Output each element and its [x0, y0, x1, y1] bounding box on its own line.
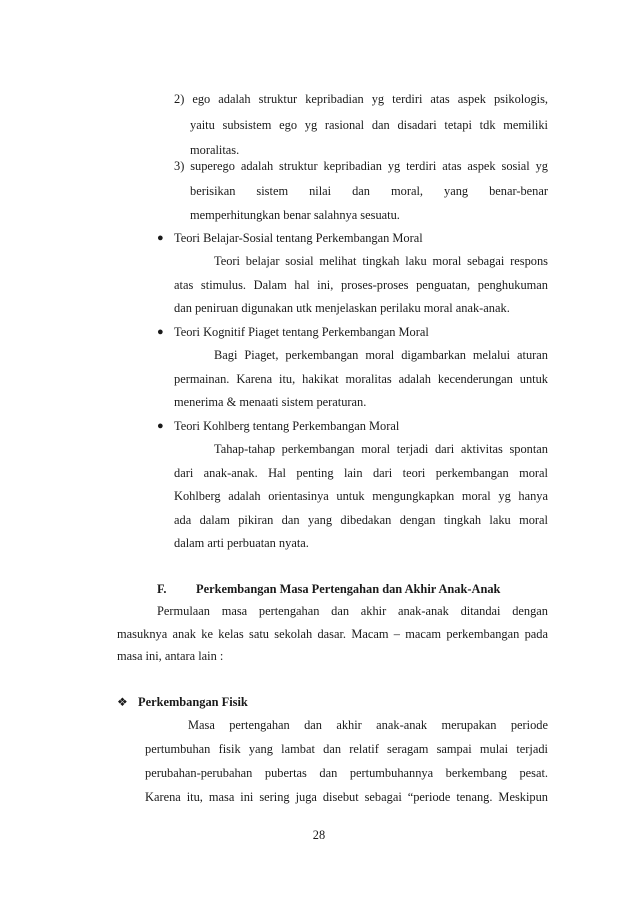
- ego-line-1: 2) ego adalah struktur kepribadian yg terdiri atas aspek psikologis,: [174, 92, 548, 106]
- bullet-1-line-3: dan peniruan digunakan utk menjelaskan perilaku moral anak-anak.: [174, 301, 510, 315]
- fisik-title: Perkembangan Fisik: [138, 695, 248, 709]
- superego-line-3: memperhitungkan benar salahnya sesuatu.: [190, 208, 400, 222]
- bullet-3-icon: ●: [157, 420, 164, 432]
- bullet-3-line-3: Kohlberg adalah orientasinya untuk mengungkapkan moral yg hanya: [174, 489, 548, 503]
- section-f-line-3: masa ini, antara lain :: [117, 649, 224, 663]
- bullet-1-line-2: atas stimulus. Dalam hal ini, proses-proses penguatan, penghukuman: [174, 278, 548, 292]
- bullet-2-line-3: menerima & menaati sistem peraturan.: [174, 395, 367, 409]
- bullet-3-line-1: Tahap-tahap perkembangan moral terjadi dari aktivitas spontan: [214, 442, 548, 456]
- bullet-2-title: Teori Kognitif Piaget tentang Perkembangan Moral: [174, 325, 429, 339]
- section-f-title: Perkembangan Masa Pertengahan dan Akhir Anak-Anak: [196, 582, 501, 596]
- bullet-1-title: Teori Belajar-Sosial tentang Perkembangan Moral: [174, 231, 423, 245]
- bullet-2-line-2: permainan. Karena itu, hakikat moralitas adalah kecenderungan untuk: [174, 372, 548, 386]
- bullet-3-line-5: dalam arti perbuatan nyata.: [174, 536, 309, 550]
- fisik-line-2: pertumbuhan fisik yang lambat dan relatif seragam sampai mulai terjadi: [145, 742, 548, 756]
- fisik-line-4: Karena itu, masa ini sering juga disebut sebagai “periode tenang. Meskipun: [145, 790, 548, 804]
- section-f-line-1: Permulaan masa pertengahan dan akhir anak-anak ditandai dengan: [157, 604, 548, 618]
- bullet-3-title: Teori Kohlberg tentang Perkembangan Moral: [174, 419, 400, 433]
- page-number: 28: [312, 828, 326, 842]
- superego-line-1: 3) superego adalah struktur kepribadian yg terdiri atas aspek sosial yg: [174, 159, 548, 173]
- bullet-3-line-4: ada dalam pikiran dan yang dibedakan dengan tingkah laku moral: [174, 513, 548, 527]
- bullet-1-icon: ●: [157, 232, 164, 244]
- bullet-3-line-2: dari anak-anak. Hal penting lain dari teori perkembangan moral: [174, 466, 548, 480]
- section-f-label: F.: [157, 582, 167, 596]
- fisik-line-3: perubahan-perubahan pubertas dan pertumbuhannya berkembang pesat.: [145, 766, 548, 780]
- bullet-2-line-1: Bagi Piaget, perkembangan moral digambarkan melalui aturan: [214, 348, 548, 362]
- section-f-line-2: masuknya anak ke kelas satu sekolah dasar. Macam – macam perkembangan pada: [117, 627, 548, 641]
- ego-line-3: moralitas.: [190, 143, 240, 157]
- fisik-line-1: Masa pertengahan dan akhir anak-anak merupakan periode: [188, 718, 548, 732]
- superego-line-2: berisikan sistem nilai dan moral, yang benar-benar: [190, 184, 548, 198]
- ego-line-2: yaitu subsistem ego yg rasional dan disadari tetapi tdk memiliki: [190, 118, 548, 132]
- diamond-bullet-icon: ❖: [117, 695, 128, 709]
- bullet-2-icon: ●: [157, 326, 164, 338]
- bullet-1-line-1: Teori belajar sosial melihat tingkah laku moral sebagai respons: [214, 254, 548, 268]
